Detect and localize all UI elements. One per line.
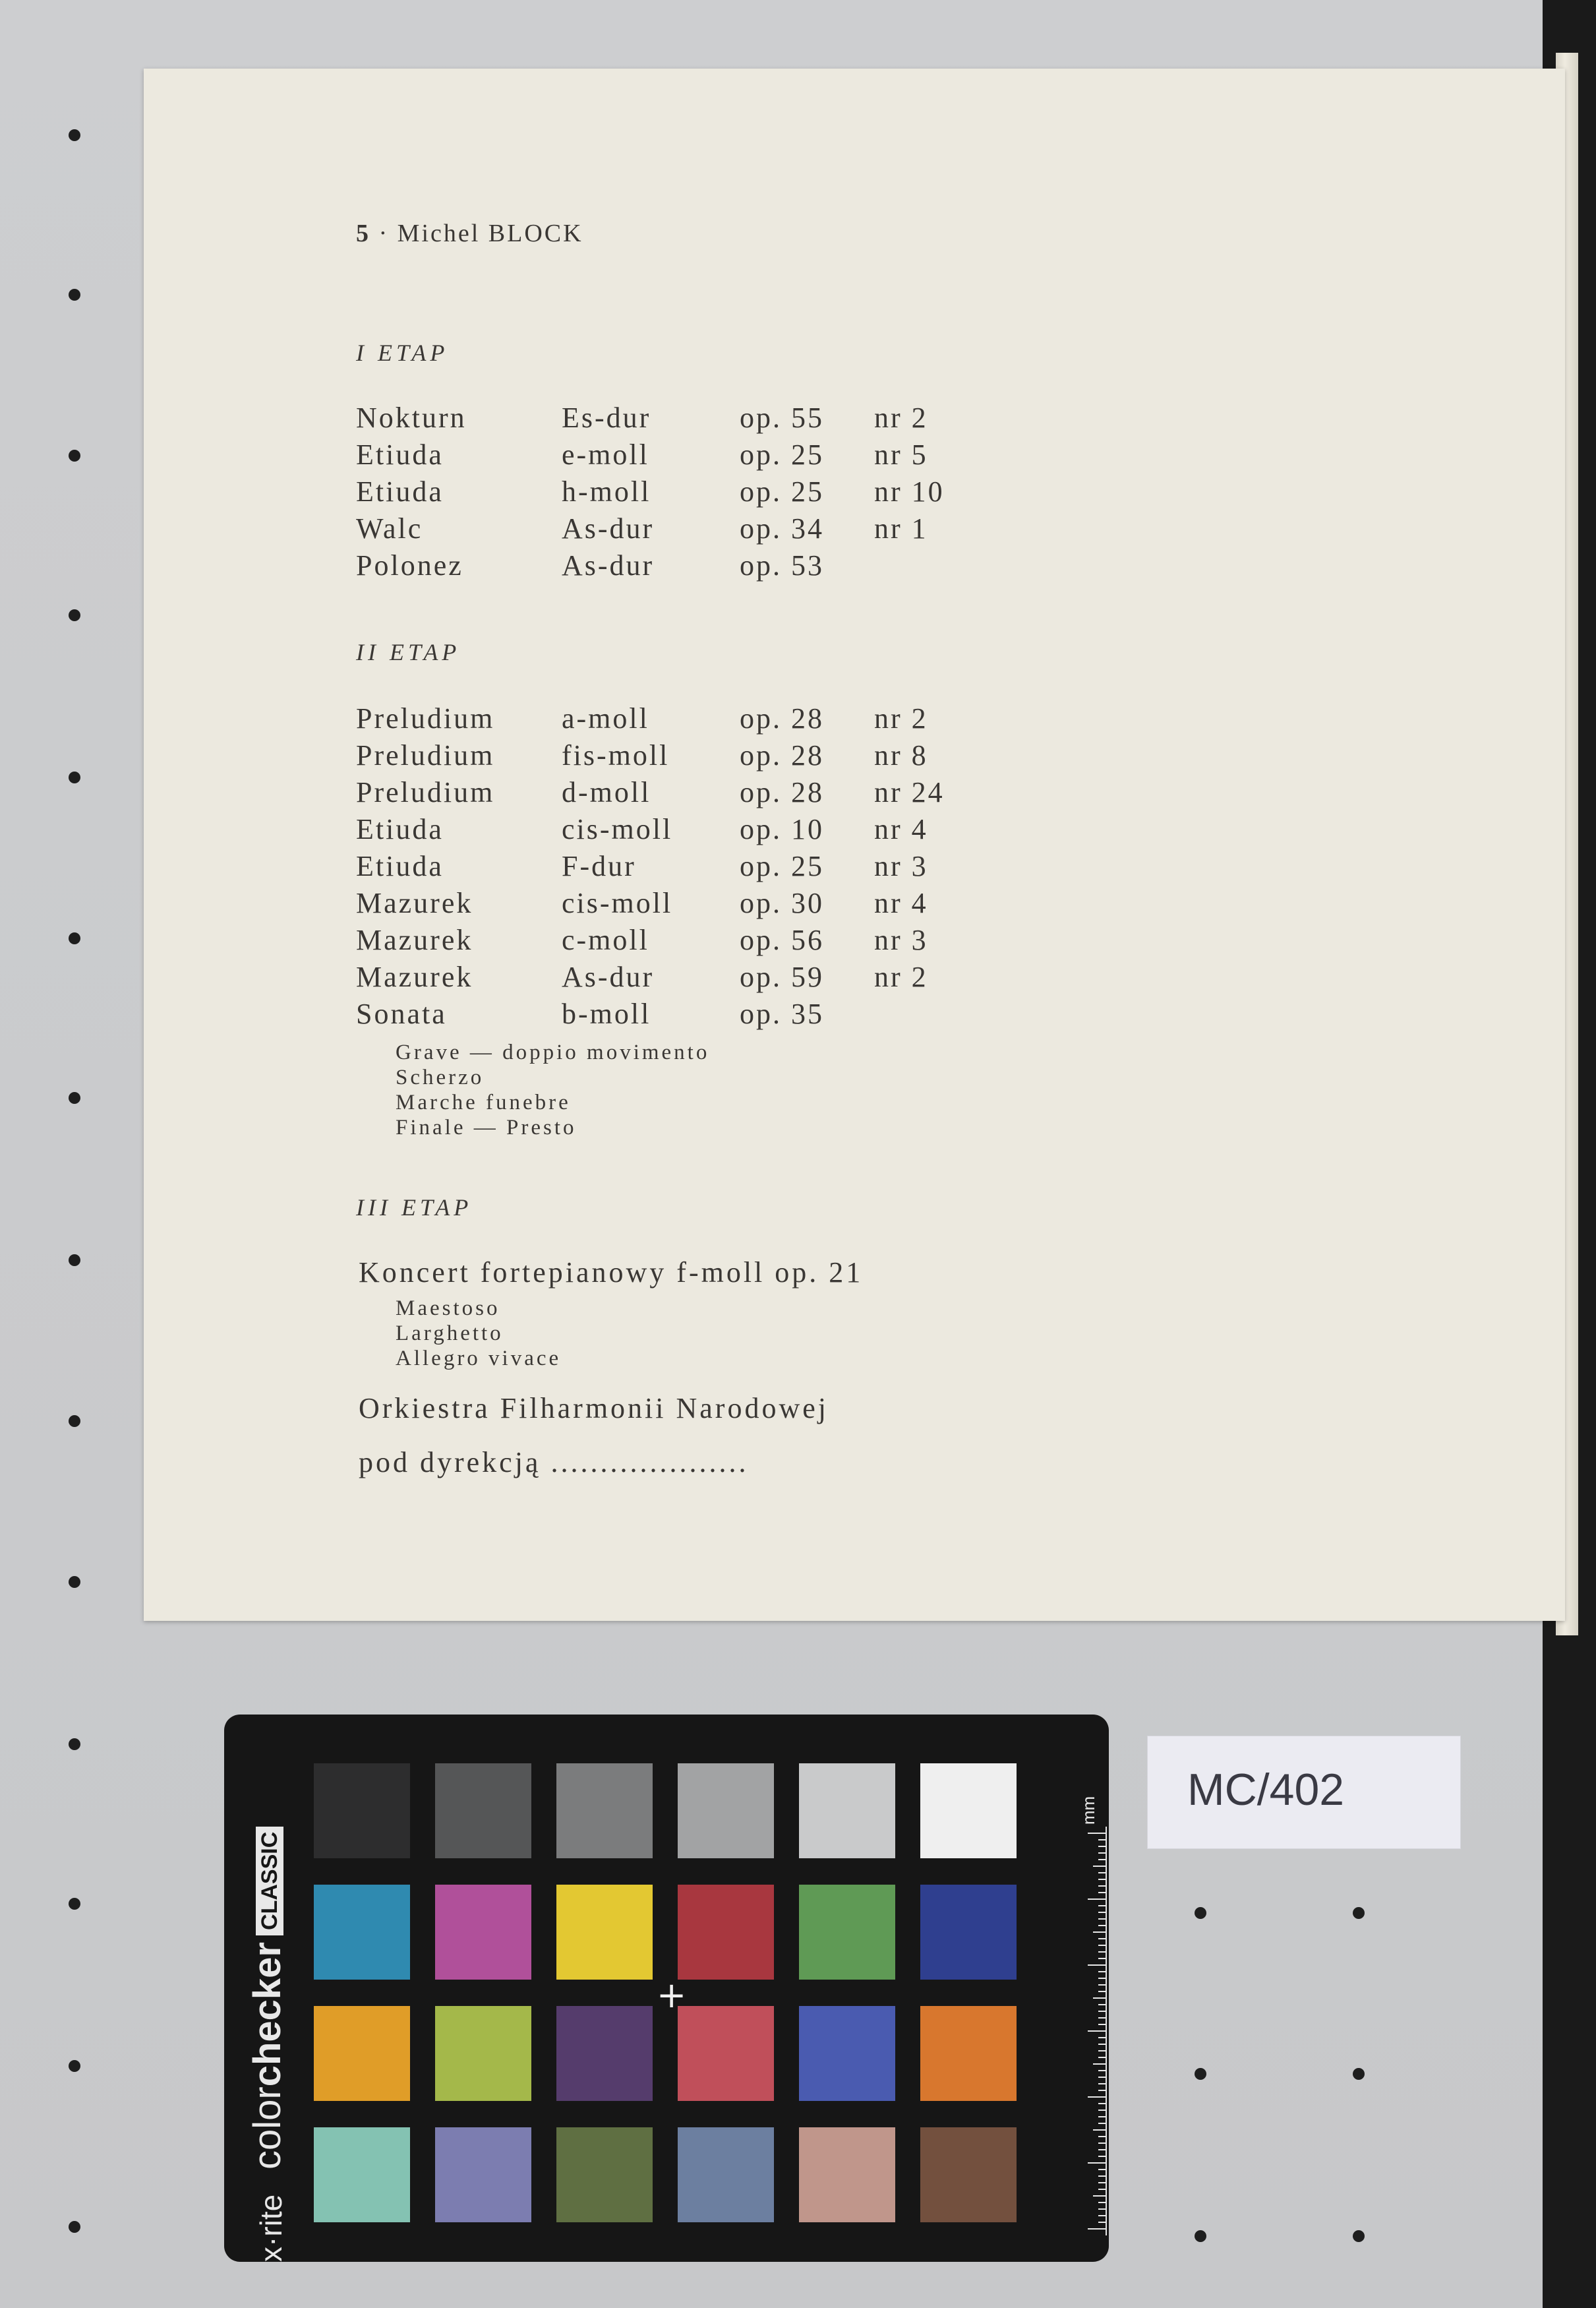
color-swatch <box>314 2006 410 2101</box>
sonata-movement: Scherzo <box>396 1066 485 1089</box>
stage-title: III ETAP <box>356 1194 473 1221</box>
color-swatch <box>799 2127 895 2222</box>
sonata-movement: Grave — doppio movimento <box>396 1041 710 1064</box>
color-swatch <box>314 1885 410 1980</box>
xrite-logo: x·rite <box>254 2194 288 2262</box>
binder-hole <box>69 2221 80 2233</box>
orchestra-line: Orkiestra Filharmonii Narodowej <box>359 1392 829 1424</box>
program-key: cis-moll <box>562 813 673 845</box>
color-swatch <box>678 1763 774 1858</box>
color-swatch <box>678 2127 774 2222</box>
binder-hole <box>69 772 80 783</box>
separator-dot: · <box>378 220 390 247</box>
binder-hole <box>69 932 80 944</box>
program-nr: nr 2 <box>874 961 928 993</box>
binder-hole <box>69 1415 80 1427</box>
performer-name: Michel BLOCK <box>397 220 583 247</box>
program-op: op. 34 <box>740 512 824 545</box>
concerto-movement: Allegro vivace <box>396 1347 562 1370</box>
program-op: op. 59 <box>740 961 824 993</box>
program-op: op. 28 <box>740 776 824 808</box>
color-swatch <box>799 2006 895 2101</box>
program-piece: Etiuda <box>356 439 444 471</box>
ruler-unit: mm <box>1079 1796 1099 1825</box>
binder-hole <box>69 1254 80 1266</box>
brand-text: color <box>246 2086 289 2170</box>
program-nr: nr 5 <box>874 439 928 471</box>
crosshair-icon: + <box>657 1974 687 2016</box>
program-key: fis-moll <box>562 739 670 772</box>
program-page <box>144 69 1565 1621</box>
program-key: Es-dur <box>562 402 651 434</box>
color-swatch <box>314 1763 410 1858</box>
program-nr: nr 10 <box>874 475 945 508</box>
concerto-movement: Maestoso <box>396 1296 500 1320</box>
binder-hole <box>1353 2230 1365 2242</box>
binder-hole <box>69 1898 80 1910</box>
catalog-number: MC/402 <box>1187 1765 1345 1815</box>
concerto-title: Koncert fortepianowy f-moll op. 21 <box>359 1256 864 1289</box>
binder-hole <box>1353 1907 1365 1919</box>
binder-hole <box>69 129 80 141</box>
concerto-movement: Larghetto <box>396 1321 504 1345</box>
colorchecker-brand <box>245 1827 289 2170</box>
mm-ruler <box>1081 1827 1108 2235</box>
program-key: As-dur <box>562 961 655 993</box>
binder-hole <box>69 2060 80 2072</box>
color-swatch <box>435 1885 531 1980</box>
program-op: op. 53 <box>740 549 824 582</box>
program-key: h-moll <box>562 475 651 508</box>
program-nr: nr 2 <box>874 402 928 434</box>
program-piece: Preludium <box>356 739 495 772</box>
program-key: As-dur <box>562 549 655 582</box>
sonata-movement: Finale — Presto <box>396 1116 577 1139</box>
color-swatch <box>435 2127 531 2222</box>
program-key: As-dur <box>562 512 655 545</box>
binder-hole <box>69 289 80 301</box>
color-swatch <box>556 1763 653 1858</box>
program-piece: Walc <box>356 512 423 545</box>
color-swatch <box>435 2006 531 2101</box>
color-swatch <box>799 1763 895 1858</box>
stage-title: II ETAP <box>356 639 461 665</box>
program-key: d-moll <box>562 776 651 808</box>
binder-hole <box>69 609 80 621</box>
color-swatch <box>920 2127 1017 2222</box>
program-piece: Mazurek <box>356 961 473 993</box>
color-swatch <box>920 1885 1017 1980</box>
brand-text-bold: checker <box>246 1941 289 2087</box>
program-op: op. 28 <box>740 702 824 735</box>
program-op: op. 25 <box>740 439 824 471</box>
program-op: op. 25 <box>740 475 824 508</box>
program-op: op. 55 <box>740 402 824 434</box>
program-piece: Preludium <box>356 776 495 808</box>
performer-header <box>356 219 583 248</box>
program-nr: nr 2 <box>874 702 928 735</box>
color-swatch <box>678 2006 774 2101</box>
stage-title: I ETAP <box>356 340 449 366</box>
program-key: c-moll <box>562 924 649 956</box>
program-nr: nr 4 <box>874 887 928 919</box>
binder-hole <box>69 1092 80 1104</box>
color-swatch <box>920 2006 1017 2101</box>
program-piece: Mazurek <box>356 924 473 956</box>
color-swatch <box>920 1763 1017 1858</box>
program-op: op. 30 <box>740 887 824 919</box>
color-swatch <box>799 1885 895 1980</box>
program-nr: nr 24 <box>874 776 945 808</box>
catalog-label <box>1147 1736 1461 1849</box>
program-key: cis-moll <box>562 887 673 919</box>
color-swatch <box>678 1885 774 1980</box>
conductor-line: pod dyrekcją .................... <box>359 1446 749 1478</box>
binder-hole <box>1195 2230 1206 2242</box>
color-swatch <box>435 1763 531 1858</box>
program-op: op. 25 <box>740 850 824 882</box>
program-nr: nr 3 <box>874 850 928 882</box>
program-key: e-moll <box>562 439 649 471</box>
binder-hole <box>1353 2068 1365 2080</box>
edition-badge: CLASSIC <box>256 1827 283 1935</box>
program-piece: Polonez <box>356 549 463 582</box>
performer-number: 5 <box>356 220 370 247</box>
program-key: a-moll <box>562 702 649 735</box>
program-op: op. 35 <box>740 998 824 1030</box>
program-op: op. 56 <box>740 924 824 956</box>
program-nr: nr 8 <box>874 739 928 772</box>
program-piece: Etiuda <box>356 475 444 508</box>
binder-hole <box>1195 1907 1206 1919</box>
binder-hole <box>1195 2068 1206 2080</box>
sonata-movement: Marche funebre <box>396 1091 571 1114</box>
program-nr: nr 1 <box>874 512 928 545</box>
color-swatch <box>556 2127 653 2222</box>
color-swatch <box>556 1885 653 1980</box>
program-nr: nr 3 <box>874 924 928 956</box>
program-piece: Preludium <box>356 702 495 735</box>
program-op: op. 10 <box>740 813 824 845</box>
binder-hole <box>69 450 80 462</box>
program-piece: Etiuda <box>356 813 444 845</box>
program-nr: nr 4 <box>874 813 928 845</box>
program-piece: Mazurek <box>356 887 473 919</box>
binder-hole <box>69 1576 80 1588</box>
color-swatch <box>314 2127 410 2222</box>
program-key: b-moll <box>562 998 651 1030</box>
program-piece: Etiuda <box>356 850 444 882</box>
program-op: op. 28 <box>740 739 824 772</box>
program-piece: Sonata <box>356 998 447 1030</box>
binder-hole <box>69 1738 80 1750</box>
program-key: F-dur <box>562 850 636 882</box>
program-piece: Nokturn <box>356 402 467 434</box>
color-swatch <box>556 2006 653 2101</box>
